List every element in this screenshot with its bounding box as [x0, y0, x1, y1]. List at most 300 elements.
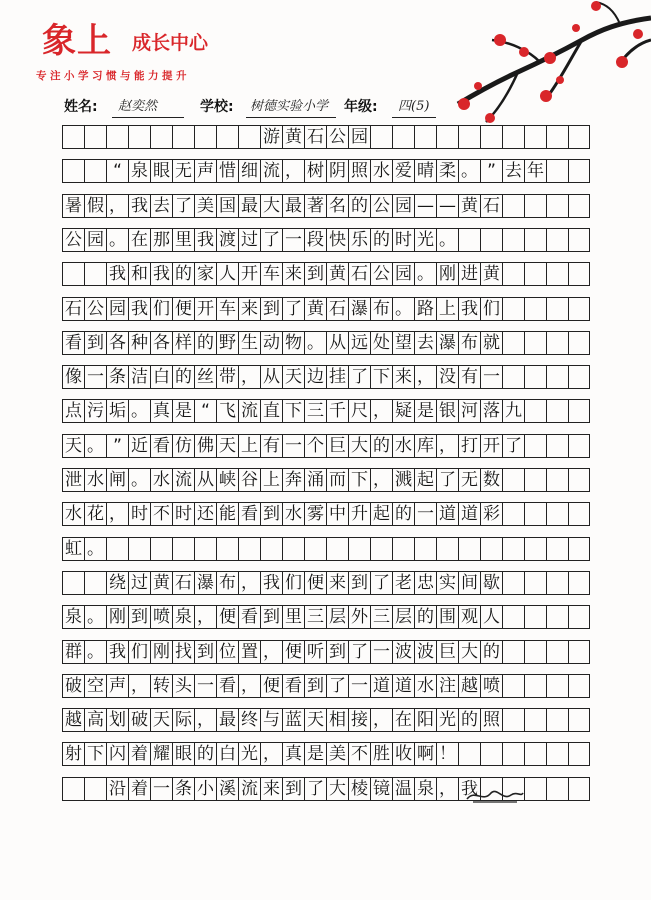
grid-cell: 瀑	[194, 571, 216, 595]
grid-cell: 在	[128, 228, 150, 252]
grid-cell: 远	[348, 331, 370, 355]
grid-row	[62, 399, 590, 423]
grid-cell	[238, 537, 260, 561]
grid-cell: 过	[238, 228, 260, 252]
grid-cell: ，	[128, 674, 150, 698]
grid-cell: ，	[436, 777, 458, 801]
grid-cell	[502, 228, 524, 252]
grid-cell: 我	[260, 571, 282, 595]
grid-cell	[172, 537, 194, 561]
grid-cell	[568, 125, 590, 149]
grid-cell: 能	[216, 502, 238, 526]
grid-cell	[414, 125, 436, 149]
grid-cell	[502, 605, 524, 629]
grid-cell: 着	[128, 742, 150, 766]
grid-cell: 们	[150, 297, 172, 321]
grid-cell: 尺	[348, 399, 370, 423]
grid-cell: ，	[436, 434, 458, 458]
grid-cell: 来	[238, 297, 260, 321]
grid-cell: 公	[370, 194, 392, 218]
grid-cell	[568, 365, 590, 389]
grid-cell: 三	[304, 399, 326, 423]
grid-cell: 刚	[150, 640, 172, 664]
grid-cell: 去	[414, 331, 436, 355]
grid-cell: 条	[172, 777, 194, 801]
grid-cell: 到	[304, 262, 326, 286]
grid-cell	[62, 159, 84, 183]
grid-cell: 道	[458, 502, 480, 526]
grid-cell: 破	[128, 708, 150, 732]
grid-cell	[524, 434, 546, 458]
grid-row	[62, 605, 590, 629]
grid-cell	[260, 537, 282, 561]
grid-cell: ，	[370, 708, 392, 732]
grid-cell: 时	[172, 502, 194, 526]
grid-cell: 是	[414, 399, 436, 423]
grid-cell	[568, 399, 590, 423]
grid-cell	[524, 571, 546, 595]
grid-cell: 喷	[480, 674, 502, 698]
grid-cell: 打	[458, 434, 480, 458]
grid-cell: 我	[128, 194, 150, 218]
grid-cell: 园	[392, 262, 414, 286]
grid-cell	[524, 640, 546, 664]
grid-row	[62, 674, 590, 698]
grid-cell: 看	[282, 674, 304, 698]
grid-cell: 园	[392, 194, 414, 218]
grid-cell: 道	[436, 502, 458, 526]
grid-cell: 越	[62, 708, 84, 732]
grid-cell: 水	[392, 434, 414, 458]
grid-cell: 我	[106, 262, 128, 286]
grid-cell: 黄	[282, 125, 304, 149]
grid-cell: 我	[106, 640, 128, 664]
grid-cell: ”	[480, 159, 502, 183]
grid-cell: 来	[326, 571, 348, 595]
grid-cell: 里	[282, 605, 304, 629]
grid-cell: 时	[392, 228, 414, 252]
grid-cell	[568, 468, 590, 492]
grid-cell	[106, 125, 128, 149]
grid-cell: 下	[84, 742, 106, 766]
grid-cell: 树	[304, 159, 326, 183]
grid-cell: 各	[106, 331, 128, 355]
grid-cell: 中	[326, 502, 348, 526]
grid-cell: 爱	[392, 159, 414, 183]
grid-cell: 的	[370, 434, 392, 458]
grid-cell: 车	[216, 297, 238, 321]
grid-cell: 在	[392, 708, 414, 732]
grid-cell: 里	[172, 228, 194, 252]
grid-cell	[502, 502, 524, 526]
grid-cell: 水	[370, 159, 392, 183]
grid-cell: 老	[392, 571, 414, 595]
grid-cell: 破	[62, 674, 84, 698]
grid-cell	[480, 228, 502, 252]
grid-cell: 到	[304, 674, 326, 698]
grid-cell: 水	[62, 502, 84, 526]
grid-cell: 天	[216, 434, 238, 458]
grid-cell: 闸	[106, 468, 128, 492]
grid-cell: 位	[216, 640, 238, 664]
grid-row	[62, 331, 590, 355]
grid-cell	[546, 194, 568, 218]
grid-cell: 啊	[414, 742, 436, 766]
grid-cell	[524, 194, 546, 218]
grid-cell: 一	[480, 365, 502, 389]
grid-cell: 下	[282, 399, 304, 423]
grid-cell: 白	[150, 365, 172, 389]
grid-cell: 看	[150, 434, 172, 458]
grid-cell	[458, 742, 480, 766]
grid-cell: 晴	[414, 159, 436, 183]
grid-cell: 水	[84, 468, 106, 492]
grid-cell	[502, 708, 524, 732]
grid-cell: 光	[436, 708, 458, 732]
grid-cell: 来	[392, 365, 414, 389]
grid-row	[62, 262, 590, 286]
grid-cell: 。	[84, 605, 106, 629]
grid-cell: 越	[458, 674, 480, 698]
grid-cell	[524, 331, 546, 355]
grid-cell: 九	[502, 399, 524, 423]
grid-cell: 的	[172, 365, 194, 389]
grid-cell: 一	[282, 434, 304, 458]
grid-cell: 著	[304, 194, 326, 218]
school-label: 学校:	[200, 99, 234, 115]
grid-cell: 外	[348, 605, 370, 629]
grid-cell: 的	[392, 502, 414, 526]
grid-cell: 白	[216, 742, 238, 766]
grid-cell	[502, 297, 524, 321]
grid-cell: 望	[392, 331, 414, 355]
grid-cell	[502, 194, 524, 218]
grid-cell	[568, 434, 590, 458]
grid-cell	[326, 537, 348, 561]
signature-scribble	[465, 783, 525, 805]
grid-cell	[568, 708, 590, 732]
grid-cell: 观	[458, 605, 480, 629]
grid-cell	[282, 537, 304, 561]
grade-underline	[392, 117, 436, 118]
grid-cell	[106, 537, 128, 561]
grid-cell: 数	[480, 468, 502, 492]
grid-cell: 三	[370, 605, 392, 629]
grid-cell	[502, 331, 524, 355]
grid-cell: 照	[348, 159, 370, 183]
grid-cell: 落	[480, 399, 502, 423]
grid-cell: 从	[326, 331, 348, 355]
grid-row	[62, 228, 590, 252]
grid-row	[62, 502, 590, 526]
grid-cell: 黄	[304, 297, 326, 321]
grid-cell: 。	[128, 399, 150, 423]
grid-cell: 快	[326, 228, 348, 252]
grid-cell	[216, 125, 238, 149]
grid-cell: 注	[436, 674, 458, 698]
grid-cell: 美	[194, 194, 216, 218]
grid-cell: 去	[150, 194, 172, 218]
grid-cell: 直	[260, 399, 282, 423]
grid-cell: 一	[84, 365, 106, 389]
grid-cell: 布	[216, 571, 238, 595]
grid-cell	[436, 125, 458, 149]
grid-cell	[502, 468, 524, 492]
grid-cell: 们	[282, 571, 304, 595]
grid-cell: 的	[414, 605, 436, 629]
grid-cell: 了	[348, 365, 370, 389]
grid-cell: 我	[128, 297, 150, 321]
grid-cell	[392, 125, 414, 149]
grid-cell: 高	[84, 708, 106, 732]
grid-cell: 暑	[62, 194, 84, 218]
grid-cell: 奔	[282, 468, 304, 492]
grid-cell: 下	[348, 468, 370, 492]
grid-cell: 收	[392, 742, 414, 766]
grid-cell: 下	[370, 365, 392, 389]
grid-cell: 沿	[106, 777, 128, 801]
grid-cell: 道	[392, 674, 414, 698]
grid-cell: 不	[348, 742, 370, 766]
grid-cell	[62, 777, 84, 801]
grid-cell: 的	[172, 262, 194, 286]
grid-cell: 那	[150, 228, 172, 252]
grid-cell: 人	[480, 605, 502, 629]
grid-cell: 不	[150, 502, 172, 526]
grid-cell: 的	[348, 194, 370, 218]
grid-cell: 到	[84, 331, 106, 355]
grid-cell: 国	[216, 194, 238, 218]
grid-cell: 垢	[106, 399, 128, 423]
grid-cell: 我	[458, 777, 480, 801]
grid-cell: 黄	[480, 262, 502, 286]
grid-cell: 着	[128, 777, 150, 801]
grid-cell	[62, 262, 84, 286]
grid-cell: ！	[436, 742, 458, 766]
grid-cell: 光	[414, 228, 436, 252]
grid-cell: 水	[150, 468, 172, 492]
grid-cell: 到	[260, 297, 282, 321]
grid-cell: 上	[260, 468, 282, 492]
grid-cell	[84, 159, 106, 183]
grid-cell	[568, 777, 590, 801]
grid-cell: 像	[62, 365, 84, 389]
grid-cell: 波	[414, 640, 436, 664]
grid-cell: 耀	[150, 742, 172, 766]
grid-cell: 彩	[480, 502, 502, 526]
grid-cell: 便	[172, 297, 194, 321]
grid-cell	[524, 399, 546, 423]
grid-cell: 石	[480, 194, 502, 218]
grid-cell: 天	[282, 365, 304, 389]
grid-cell: 流	[172, 468, 194, 492]
grid-cell: 石	[62, 297, 84, 321]
grid-cell	[370, 125, 392, 149]
grid-cell: 柔	[436, 159, 458, 183]
grid-cell	[524, 777, 546, 801]
grid-cell: 我	[194, 228, 216, 252]
grid-cell: 渡	[216, 228, 238, 252]
grid-cell: 人	[216, 262, 238, 286]
grid-cell: 一	[348, 674, 370, 698]
grid-cell: 起	[370, 502, 392, 526]
grid-cell: 是	[172, 399, 194, 423]
grid-cell: 花	[84, 502, 106, 526]
grid-cell: 最	[216, 708, 238, 732]
grid-cell: 巨	[326, 434, 348, 458]
grid-cell: 泉	[414, 777, 436, 801]
grid-cell	[502, 262, 524, 286]
grid-cell: 便	[216, 605, 238, 629]
grid-cell: ，	[238, 365, 260, 389]
grid-cell: 镜	[370, 777, 392, 801]
grid-cell	[480, 742, 502, 766]
grid-cell	[546, 365, 568, 389]
grid-row	[62, 125, 590, 149]
grid-cell	[458, 537, 480, 561]
grid-cell: 温	[392, 777, 414, 801]
grid-cell: 接	[348, 708, 370, 732]
grid-cell	[304, 537, 326, 561]
grid-cell	[568, 262, 590, 286]
grid-cell	[524, 537, 546, 561]
grid-cell	[502, 571, 524, 595]
grid-cell: 公	[326, 125, 348, 149]
grid-cell: 大	[458, 640, 480, 664]
grid-cell	[84, 571, 106, 595]
grid-cell: 便	[304, 571, 326, 595]
grid-cell: 车	[260, 262, 282, 286]
grid-cell	[546, 674, 568, 698]
grid-cell: 喷	[150, 605, 172, 629]
grid-cell	[568, 159, 590, 183]
grid-cell: 声	[106, 674, 128, 698]
grid-cell: 与	[260, 708, 282, 732]
grid-cell: 一	[414, 502, 436, 526]
grid-cell: ，	[370, 399, 392, 423]
grid-cell	[150, 537, 172, 561]
grid-cell: 眼	[150, 159, 172, 183]
grid-cell: 际	[172, 708, 194, 732]
grid-cell: 大	[348, 434, 370, 458]
school-underline	[246, 117, 336, 118]
grid-cell: 了	[436, 468, 458, 492]
grid-cell	[568, 194, 590, 218]
grid-cell: 层	[392, 605, 414, 629]
grid-row	[62, 640, 590, 664]
grid-cell: 的	[458, 708, 480, 732]
grid-cell: 射	[62, 742, 84, 766]
grid-cell: 流	[238, 777, 260, 801]
grid-cell: 细	[238, 159, 260, 183]
grid-cell: 阳	[414, 708, 436, 732]
name-underline	[112, 117, 184, 118]
grid-cell: 巨	[436, 640, 458, 664]
grid-cell: 有	[260, 434, 282, 458]
grid-cell: 种	[128, 331, 150, 355]
grid-cell	[502, 742, 524, 766]
grid-cell: 没	[436, 365, 458, 389]
grid-cell: ，	[370, 468, 392, 492]
grid-cell	[568, 674, 590, 698]
grid-cell: 。	[304, 331, 326, 355]
grid-cell	[502, 537, 524, 561]
grid-cell	[568, 537, 590, 561]
grid-cell: 和	[128, 262, 150, 286]
grid-cell: 三	[304, 605, 326, 629]
grid-cell: ，	[282, 159, 304, 183]
grid-cell: 就	[480, 331, 502, 355]
grid-cell: 千	[326, 399, 348, 423]
grid-cell	[84, 777, 106, 801]
grid-cell: 水	[282, 502, 304, 526]
grid-row	[62, 537, 590, 561]
grid-cell: 美	[326, 742, 348, 766]
grid-cell: 带	[216, 365, 238, 389]
grid-cell: 天	[304, 708, 326, 732]
grid-cell	[546, 434, 568, 458]
grid-cell: 了	[326, 674, 348, 698]
grid-cell: 名	[326, 194, 348, 218]
grid-cell: 边	[304, 365, 326, 389]
grid-cell	[194, 537, 216, 561]
grid-cell: 起	[414, 468, 436, 492]
grid-cell	[502, 125, 524, 149]
grid-cell: 我	[150, 262, 172, 286]
grid-cell: 最	[282, 194, 304, 218]
grid-cell: 天	[150, 708, 172, 732]
grid-cell: 的	[370, 228, 392, 252]
grid-cell: 一	[150, 777, 172, 801]
grid-cell	[524, 125, 546, 149]
grid-cell: 棱	[348, 777, 370, 801]
grid-cell: 从	[194, 468, 216, 492]
grid-cell: 大	[326, 777, 348, 801]
grid-cell: 家	[194, 262, 216, 286]
grid-cell: 溪	[216, 777, 238, 801]
grid-cell: 便	[260, 674, 282, 698]
grid-cell: 刚	[106, 605, 128, 629]
grid-cell: 生	[238, 331, 260, 355]
grid-cell: 石	[326, 297, 348, 321]
grid-cell	[546, 159, 568, 183]
grid-cell: 群	[62, 640, 84, 664]
grid-cell: 大	[260, 194, 282, 218]
grid-cell: 点	[62, 399, 84, 423]
grid-cell: 转	[150, 674, 172, 698]
grid-cell	[546, 605, 568, 629]
grid-cell: 动	[260, 331, 282, 355]
grid-cell	[546, 708, 568, 732]
grid-cell: 。	[458, 159, 480, 183]
grid-cell: 闪	[106, 742, 128, 766]
grid-row	[62, 742, 590, 766]
grid-cell: 开	[480, 434, 502, 458]
grid-cell: 从	[260, 365, 282, 389]
grid-cell: 。	[128, 468, 150, 492]
grid-cell: 个	[304, 434, 326, 458]
grid-cell: 飞	[216, 399, 238, 423]
grid-cell: 真	[282, 742, 304, 766]
grid-cell: 围	[436, 605, 458, 629]
grid-cell: 到	[282, 777, 304, 801]
grid-cell: ，	[106, 194, 128, 218]
grade-label: 年级:	[344, 99, 378, 115]
grid-cell: 泉	[128, 159, 150, 183]
grid-cell	[62, 125, 84, 149]
grid-cell: 蓝	[282, 708, 304, 732]
grid-cell: 物	[282, 331, 304, 355]
